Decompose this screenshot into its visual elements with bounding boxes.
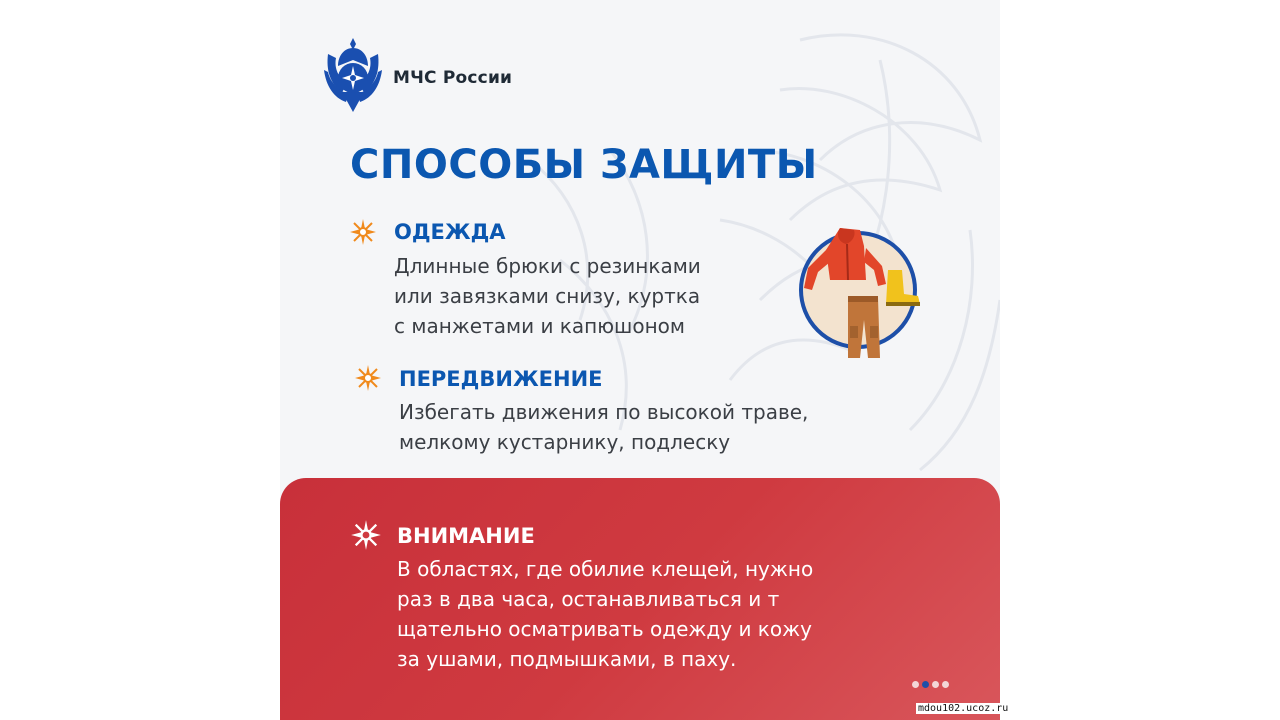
warning-text: В областях, где обилие клещей, нужно раз в два часа, останавливаться и т щательно осматривать одежду и кожу за ушами, подмышками, в паху. [397, 557, 814, 671]
clothing-line: Длинные брюки с резинками [394, 254, 701, 278]
movement-heading: ПЕРЕДВИЖЕНИЕ [399, 367, 603, 391]
clothing-line: с манжетами и капюшоном [394, 314, 685, 338]
warning-panel [280, 478, 1000, 720]
movement-line: мелкому кустарнику, подлеску [399, 430, 731, 454]
warning-heading: ВНИМАНИЕ [397, 524, 535, 548]
brand-name: МЧС России [393, 68, 513, 88]
slide-card [280, 0, 1000, 720]
site-watermark: mdou102.ucoz.ru [918, 703, 1009, 714]
rescue-star-icon [349, 218, 377, 246]
movement-line: Избегать движения по высокой траве, [399, 400, 809, 424]
pagination-dot[interactable] [922, 681, 929, 688]
pagination-dot[interactable] [942, 681, 949, 688]
pagination-dot[interactable] [932, 681, 939, 688]
rescue-star-icon [350, 519, 382, 551]
clothing-text [394, 251, 701, 341]
movement-text [399, 397, 808, 457]
page-title: СПОСОБЫ ЗАЩИТЫ [350, 142, 818, 188]
emercom-emblem-icon [324, 36, 382, 114]
protective-clothing-icon [798, 228, 926, 358]
rescue-star-icon [354, 364, 382, 392]
clothing-heading: ОДЕЖДА [394, 220, 506, 244]
clothing-line: или завязками снизу, куртка [394, 284, 701, 308]
pagination-dot[interactable] [912, 681, 919, 688]
pagination-dots [912, 681, 949, 688]
